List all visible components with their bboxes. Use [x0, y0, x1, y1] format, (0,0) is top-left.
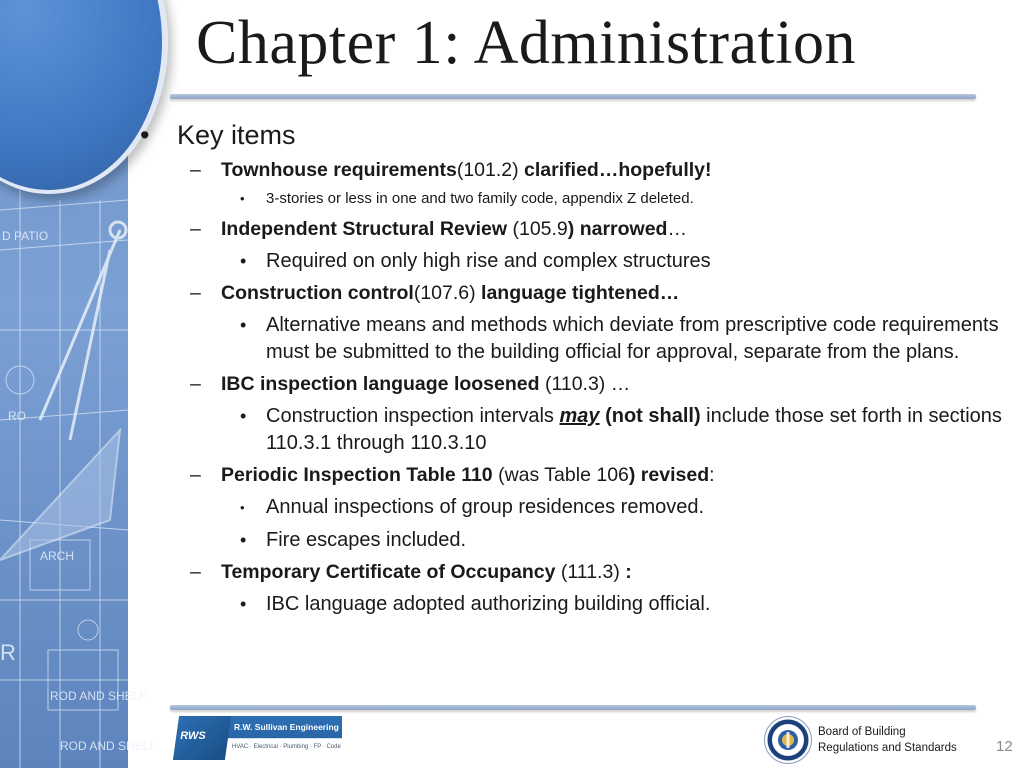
dash-marker: – — [190, 159, 201, 181]
dash-marker: – — [190, 561, 201, 583]
subitem-text-part1: Construction inspection intervals — [266, 405, 560, 427]
subitem-fire-escapes — [140, 527, 1020, 554]
bullet-key-items — [140, 120, 1020, 151]
logo-name: R.W. Sullivan Engineering — [234, 722, 339, 732]
subitem-text: Alternative means and methods which deviate from prescriptive code requirements must be submitted to the building official for approval, separate from the plans. — [266, 314, 999, 363]
item-lead: IBC inspection language loosened — [221, 373, 540, 395]
massachusetts-seal-icon — [764, 716, 812, 764]
logo-subtitle: HVAC · Electrical · Plumbing · FP · Code — [232, 744, 341, 750]
item-structural-review — [140, 217, 1020, 242]
item-tail: : — [625, 561, 632, 583]
svg-text:RO: RO — [8, 409, 26, 423]
subitem-text: Required on only high rise and complex structures — [266, 250, 711, 272]
subitem-structural-review — [140, 248, 1020, 275]
item-lead: Construction control — [221, 282, 414, 304]
subitem-bold: (not shall) — [599, 405, 701, 427]
bullet-marker: • — [140, 120, 150, 150]
item-lead: Independent Structural Review — [221, 218, 508, 240]
subitem-temporary-certificate — [140, 591, 1020, 618]
item-ref: (111.3) — [555, 561, 626, 583]
item-ref: (107.6) — [413, 282, 482, 304]
blueprint-background — [0, 0, 157, 768]
board-line2: Regulations and Standards — [818, 742, 957, 754]
bullet-marker: • — [240, 406, 247, 426]
item-ref: (110.3) … — [539, 373, 631, 395]
item-ref: (101.2) — [456, 159, 525, 181]
logo-mark-text: RWS — [180, 730, 206, 742]
item-tail: ) narrowed — [567, 218, 668, 240]
item-lead: Periodic Inspection Table 110 — [221, 464, 493, 486]
sullivan-engineering-logo — [176, 714, 342, 762]
item-lead: Temporary Certificate of Occupancy — [221, 561, 556, 583]
subitem-text: Annual inspections of group residences removed. — [266, 496, 705, 518]
item-ref: (was Table 106 — [492, 464, 629, 486]
item-tail: ) revised — [628, 464, 710, 486]
board-line1: Board of Building — [818, 726, 906, 738]
item-tail: language tightened… — [481, 282, 680, 304]
title-divider — [170, 94, 976, 99]
slide-content — [140, 120, 1020, 624]
item-tail: clarified…hopefully! — [524, 159, 712, 181]
bullet-marker: • — [240, 191, 245, 206]
svg-text:R: R — [0, 640, 16, 665]
item-after: : — [709, 464, 715, 486]
bullet-text: Key items — [177, 120, 296, 150]
page-number: 12 — [996, 738, 1013, 755]
subitem-townhouse — [140, 189, 1020, 209]
subitem-text: Fire escapes included. — [266, 529, 467, 551]
item-after: … — [667, 218, 687, 240]
slide-title: Chapter 1: Administration — [196, 9, 856, 77]
svg-text:ROD AND SHELF: ROD AND SHELF — [50, 689, 147, 703]
item-periodic-inspection — [140, 463, 1020, 488]
item-townhouse — [140, 158, 1020, 183]
seal-emblem — [765, 717, 811, 763]
subitem-text-part2: include those set forth in sections 110.3.1 through 110.3.10 — [266, 405, 1002, 454]
item-ref: (105.9 — [507, 218, 568, 240]
item-lead: Townhouse requirements — [221, 159, 457, 181]
item-construction-control — [140, 281, 1020, 306]
bullet-marker: • — [240, 251, 247, 271]
dash-marker: – — [190, 218, 201, 240]
board-name — [818, 724, 957, 756]
dash-marker: – — [190, 282, 201, 304]
subitem-text: 3-stories or less in one and two family code, appendix Z deleted. — [266, 190, 694, 207]
dash-marker: – — [190, 373, 201, 395]
bullet-marker: • — [240, 500, 245, 515]
bullet-marker: • — [240, 530, 247, 550]
logo-mark — [173, 716, 231, 760]
svg-text:ARCH: ARCH — [40, 549, 75, 563]
subitem-ibc-inspection — [140, 403, 1020, 457]
subitem-construction-control — [140, 312, 1020, 366]
footer-divider — [170, 705, 976, 710]
subitem-text: IBC language adopted authorizing building official. — [266, 593, 711, 615]
bullet-marker: • — [240, 315, 247, 335]
svg-text:D PATIO: D PATIO — [2, 229, 49, 243]
subitem-group-residences — [140, 494, 1020, 521]
item-ibc-inspection — [140, 372, 1020, 397]
subitem-emphasis: may — [559, 405, 600, 427]
bullet-marker: • — [240, 594, 247, 614]
svg-text:ROD AND SHELF: ROD AND SHELF — [60, 739, 157, 753]
dash-marker: – — [190, 464, 201, 486]
item-temporary-certificate — [140, 560, 1020, 585]
